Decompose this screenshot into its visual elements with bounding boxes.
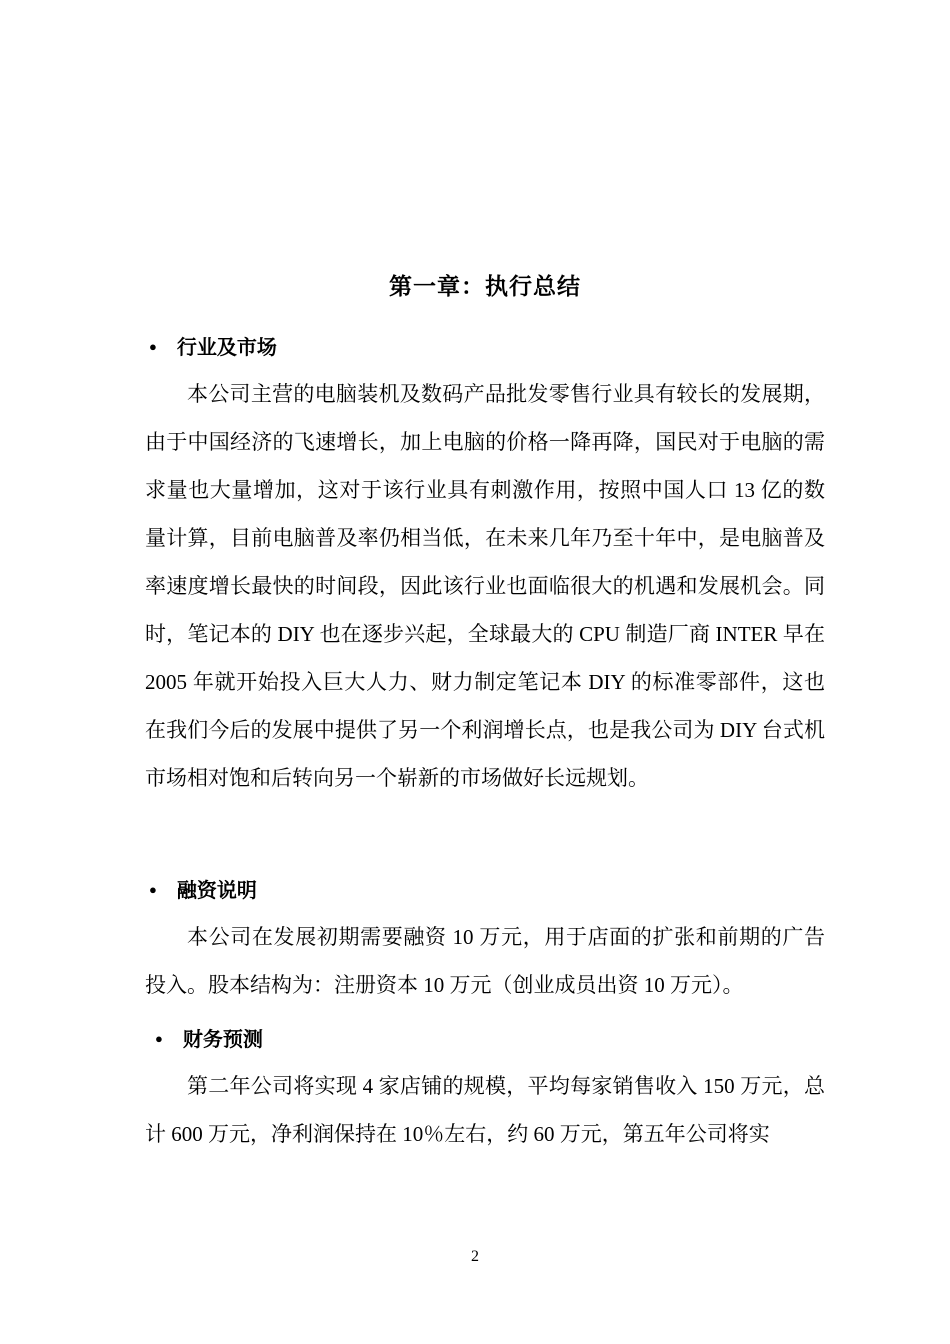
paragraph: 第二年公司将实现 4 家店铺的规模，平均每家销售收入 150 万元，总计 600 万元，净利润保持在 10％左右，约 60 万元，第五年公司将实	[145, 1074, 825, 1146]
section-financial-forecast	[145, 1023, 825, 1158]
paragraph: 本公司主营的电脑装机及数码产品批发零售行业具有较长的发展期，由于中国经济的飞速增长，加上电脑的价格一降再降，国民对于电脑的需求量也大量增加，这对于该行业具有刺激作用，按照中国人口 13 亿的数量计算，目前电脑普及率仍相当低，在未来几年乃至十年中，是电脑普及率速度增长最快的时间段，因此该行业也面临很大的机遇和发展机会。同时，笔记本的 DIY 也在逐步兴起，全球最大的 CPU 制造厂商 INTER 早在 2005 年就开始投入巨大人力、财力制定笔记本 DIY 的标准零部件，这也在我们今后的发展中提供了另一个利润增长点，也是我公司为 DIY 台式机市场相对饱和后转向另一个崭新的市场做好长远规划。	[145, 382, 825, 790]
bullet-icon: ●	[149, 882, 157, 897]
section-heading-text: 财务预测	[182, 1029, 263, 1051]
document-content	[145, 268, 825, 1158]
section-heading-text: 融资说明	[176, 880, 257, 902]
paragraph: 本公司在发展初期需要融资 10 万元，用于店面的扩张和前期的广告投入。股本结构为：注册资本 10 万元（创业成员出资 10 万元）。	[145, 925, 825, 997]
chapter-title: 第一章：执行总结	[389, 274, 581, 299]
section-heading-text: 行业及市场	[176, 337, 277, 359]
section-industry-market	[145, 331, 825, 802]
section-financing	[145, 874, 825, 1009]
bullet-icon: ●	[155, 1031, 163, 1046]
section-heading-row	[149, 331, 825, 360]
section-heading-row	[149, 874, 825, 903]
page-number: 2	[471, 1248, 479, 1265]
section-heading-row	[155, 1023, 825, 1052]
bullet-icon: ●	[149, 339, 157, 354]
